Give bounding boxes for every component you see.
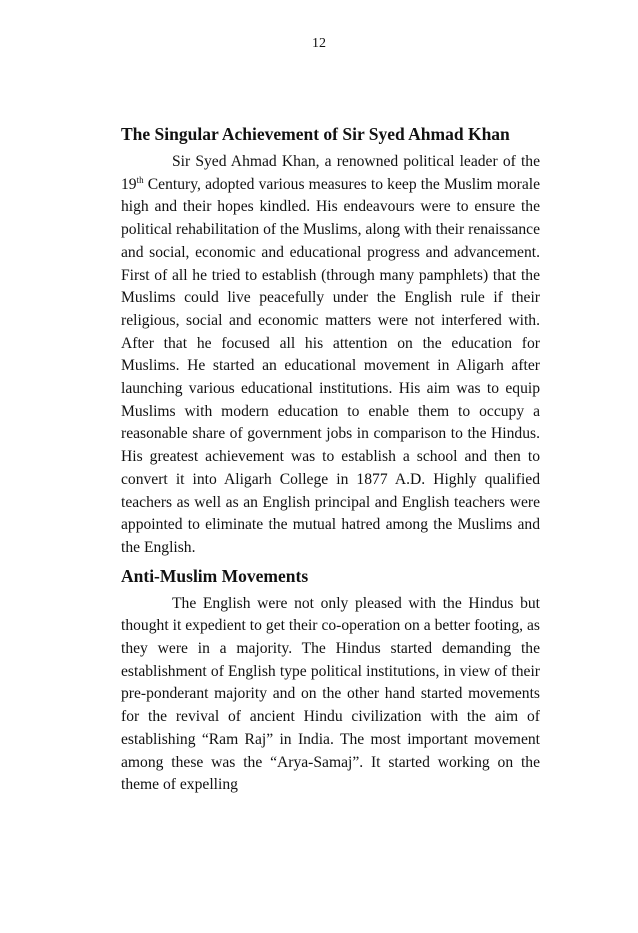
superscript-ordinal: th — [136, 174, 144, 185]
section-heading-sir-syed: The Singular Achievement of Sir Syed Ahmad Khan — [121, 124, 510, 144]
page-number: 12 — [312, 36, 326, 51]
paragraph-sir-syed — [121, 151, 540, 560]
paragraph-anti-muslim: The English were not only pleased with the Hindus but thought it expedient to get their co-operation on a better footing, as they were in a majority. The Hindus started demanding the establishment of English type political institutions, in view of their pre-ponderant majority and on the other hand started movements for the revival of ancient Hindu civilization with the aim of establishing “Ram Raj” in India. The most important movement among these was the “Arya-Samaj”. It started working on the theme of expelling — [121, 594, 540, 794]
page-content — [121, 121, 540, 797]
paragraph-text-part: Sir Syed Ahmad Khan, a renowned political leader of the 19 — [121, 153, 540, 193]
section-heading-anti-muslim: Anti-Muslim Movements — [121, 565, 309, 586]
paragraph-text-part: Century, adopted various measures to keep the Muslim morale high and their hopes kindled. His endeavours were to ensure the political rehabilitation of the Muslims, along with their renaissance and social, economic and educational progress and advancement. First of all he tried to establish (through many pamphlets) that the Muslims could live peacefully under the English rule if their religious, social and economic matters were not interfered with. After that he focused all his attention on the education for Muslims. He started an educational movement in Aligarh after launching various educational institutions. His aim was to equip Muslims with modern education to enable them to occupy a reasonable share of government jobs in comparison to the Hindus. His greatest achievement was to establish a school and then to convert it into Aligarh College in 1877 A.D. Highly qualified teachers as well as an English principal and English teachers were appointed to eliminate the mutual hatred among the Muslims and the English. — [121, 175, 540, 556]
